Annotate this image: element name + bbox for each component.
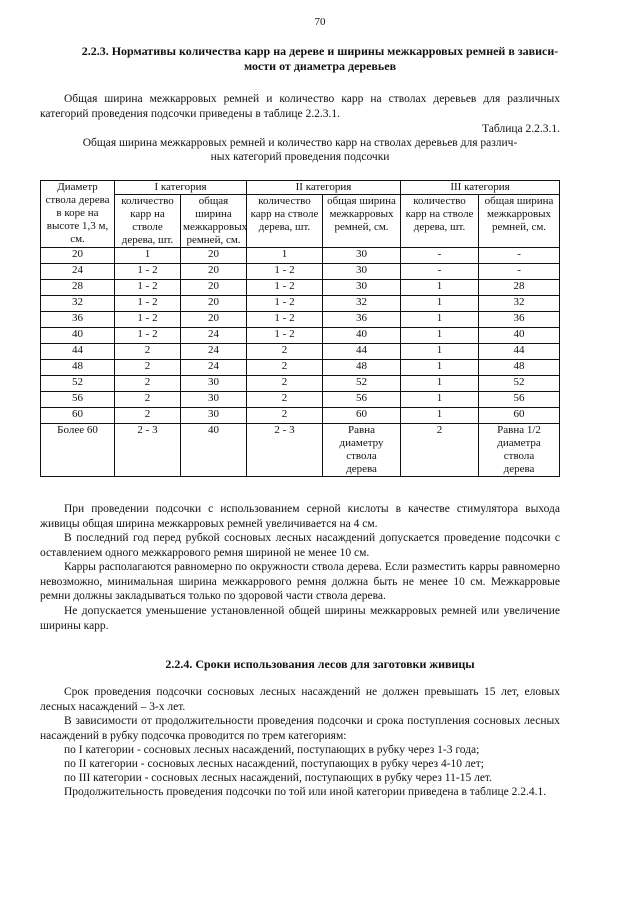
table-cell: 52 xyxy=(479,376,560,392)
table-cell: 2 xyxy=(115,376,181,392)
subheader-cat3-width: общая ширина межкарровых ремней, см. xyxy=(479,195,560,248)
table-cell: 2 - 3 xyxy=(247,424,323,477)
table-cell: Равна 1/2 диаметра ствола дерева xyxy=(479,424,560,477)
table-cell: 30 xyxy=(323,264,401,280)
section-title-line-2: мости от диаметра деревьев xyxy=(243,59,397,73)
table-row xyxy=(41,408,560,424)
table-caption-line-2: ных категорий проведения подсочки xyxy=(210,151,390,163)
table-cell: 20 xyxy=(181,280,247,296)
table-cell: - xyxy=(479,248,560,264)
intro-paragraph: Общая ширина межкарровых ремней и количество карр на стволах деревьев для различных категорий проведения подсочки приведены в таблице 2.2.3.1. xyxy=(40,93,560,120)
table-row xyxy=(41,376,560,392)
paragraph-duration: Продолжительность проведения подсочки по той или иной категории приведена в таблице 2.2.4.1. xyxy=(64,786,547,798)
table-cell: 48 xyxy=(323,360,401,376)
table-cell: 40 xyxy=(323,328,401,344)
table-caption xyxy=(40,136,560,164)
table-cell: 28 xyxy=(41,280,115,296)
paragraph-term: Срок проведения подсочки сосновых лесных насаждений не должен превышать 15 лет, еловых лесных насаждений – 3-х лет. xyxy=(40,686,560,713)
table-cell: 1 xyxy=(401,328,479,344)
table-cell: 1 - 2 xyxy=(247,264,323,280)
paragraph-last-year: В последний год перед рубкой сосновых лесных насаждений допускается проведение подсочки с оставлением одного межкаррового ремня шириной не менее 10 см. xyxy=(40,532,560,559)
table-cell: 2 xyxy=(115,360,181,376)
table-cell: 1 xyxy=(401,408,479,424)
page-number: 70 xyxy=(314,16,326,28)
list-item-category-2: по II категории - сосновых лесных насаждений, поступающих в рубку через 4-10 лет; xyxy=(64,758,484,770)
list-item-category-1: по I категории - сосновых лесных насаждений, поступающих в рубку через 1-3 года; xyxy=(64,744,480,756)
table-cell: 56 xyxy=(479,392,560,408)
table-cell: 36 xyxy=(323,312,401,328)
table-cell: 1 - 2 xyxy=(247,312,323,328)
table-cell: 36 xyxy=(41,312,115,328)
table-cell: 30 xyxy=(181,408,247,424)
table-cell: 30 xyxy=(323,280,401,296)
table-cell: 2 xyxy=(115,392,181,408)
table-cell: 52 xyxy=(323,376,401,392)
table-cell: 1 - 2 xyxy=(115,264,181,280)
table-label: Таблица 2.2.3.1. xyxy=(482,123,560,135)
header-category-1: I категория xyxy=(115,181,247,195)
table-cell: 24 xyxy=(181,360,247,376)
header-category-3: III категория xyxy=(401,181,560,195)
table-row xyxy=(41,296,560,312)
table-cell: 44 xyxy=(479,344,560,360)
table-row xyxy=(41,248,560,264)
table-cell: Более 60 xyxy=(41,424,115,477)
table-cell: 20 xyxy=(181,248,247,264)
table-cell: 32 xyxy=(479,296,560,312)
table-cell: 1 xyxy=(401,312,479,328)
table-cell: 40 xyxy=(41,328,115,344)
table-cell: 1 - 2 xyxy=(115,328,181,344)
table-cell: 1 - 2 xyxy=(115,296,181,312)
table-cell: 44 xyxy=(41,344,115,360)
header-diameter: Диаметр ствола дерева в коре на высоте 1,3 м, см. xyxy=(41,181,115,248)
table-row xyxy=(41,312,560,328)
table-cell: 48 xyxy=(41,360,115,376)
table-cell: 24 xyxy=(181,344,247,360)
paragraph-placement: Карры располагаются равномерно по окружности ствола дерева. Если разместить карры равномерно невозможно, минимальная ширина межкаррового ремня должна быть не менее 10 см. Межкарровые ремни должны закладываться только по здоровой части ствола дерева. xyxy=(40,561,560,602)
table-cell: - xyxy=(479,264,560,280)
table-cell: 36 xyxy=(479,312,560,328)
table-row xyxy=(41,392,560,408)
table-cell: 30 xyxy=(323,248,401,264)
table-cell: 56 xyxy=(323,392,401,408)
paragraph-prohibition: Не допускается уменьшение установленной общей ширины межкарровых ремней или увеличение ширины карр. xyxy=(40,605,560,632)
table-cell: 20 xyxy=(181,296,247,312)
table-cell: 2 xyxy=(247,376,323,392)
table-cell: 60 xyxy=(41,408,115,424)
table-cell: 48 xyxy=(479,360,560,376)
table-row xyxy=(41,360,560,376)
subheader-cat3-count: количество карр на стволе дерева, шт. xyxy=(401,195,479,248)
table-cell: 1 xyxy=(247,248,323,264)
table-cell: 2 xyxy=(247,408,323,424)
table-cell: Равна диаметру ствола дерева xyxy=(323,424,401,477)
table-cell: 1 xyxy=(401,392,479,408)
table-cell: 60 xyxy=(323,408,401,424)
table-cell: 32 xyxy=(323,296,401,312)
table-cell: 24 xyxy=(181,328,247,344)
table-cell: 1 xyxy=(401,296,479,312)
table-cell: 2 xyxy=(401,424,479,477)
table-cell: 20 xyxy=(41,248,115,264)
table-cell: 30 xyxy=(181,376,247,392)
table-cell: 2 xyxy=(247,360,323,376)
subheader-cat1-width: общая ширина межкарровых ремней, см. xyxy=(181,195,247,248)
table-cell: 32 xyxy=(41,296,115,312)
list-item-category-3: по III категории - сосновых лесных насаждений, поступающих в рубку через 11-15 лет. xyxy=(64,772,492,784)
table-cell: 24 xyxy=(41,264,115,280)
table-row xyxy=(41,328,560,344)
table-cell: 1 xyxy=(401,360,479,376)
table-cell: 2 xyxy=(247,392,323,408)
table-cell: 1 xyxy=(115,248,181,264)
table-cell: 1 - 2 xyxy=(247,296,323,312)
subheader-cat2-width: общая ширина межкарровых ремней, см. xyxy=(323,195,401,248)
table-cell: 1 xyxy=(401,280,479,296)
table-cell: 2 xyxy=(115,344,181,360)
table-cell: 1 xyxy=(401,344,479,360)
paragraph-sulfuric-acid: При проведении подсочки с использованием серной кислоты в качестве стимулятора выхода живицы общая ширина межкарровых ремней увеличивается на 4 см. xyxy=(40,503,560,530)
table-row xyxy=(41,264,560,280)
table-caption-line-1: Общая ширина межкарровых ремней и количество карр на стволах деревьев для различ- xyxy=(82,137,518,149)
table-cell: - xyxy=(401,264,479,280)
paragraph-categories: В зависимости от продолжительности проведения подсочки и срока поступления сосновых лесных насаждений в рубку подсочка проводится по трем категориям: xyxy=(40,715,560,742)
section-title-line-1: 2.2.3. Нормативы количества карр на дереве и ширины межкарровых ремней в зависи- xyxy=(81,44,559,58)
table-cell: 20 xyxy=(181,264,247,280)
table-cell: 20 xyxy=(181,312,247,328)
norms-table xyxy=(40,180,560,477)
table-cell: 52 xyxy=(41,376,115,392)
table-cell: 1 - 2 xyxy=(247,280,323,296)
table-row xyxy=(41,344,560,360)
table-cell: 30 xyxy=(181,392,247,408)
table-cell: 2 xyxy=(247,344,323,360)
section-title-2-2-3 xyxy=(40,44,600,74)
table-cell: 44 xyxy=(323,344,401,360)
table-cell: 2 xyxy=(115,408,181,424)
table-row-over-60 xyxy=(41,424,560,477)
table-cell: 1 - 2 xyxy=(115,280,181,296)
table-cell: 56 xyxy=(41,392,115,408)
table-cell: 28 xyxy=(479,280,560,296)
table-cell: 2 - 3 xyxy=(115,424,181,477)
subheader-cat2-count: количество карр на стволе дерева, шт. xyxy=(247,195,323,248)
table-cell: 40 xyxy=(181,424,247,477)
table-cell: 60 xyxy=(479,408,560,424)
table-cell: 1 - 2 xyxy=(115,312,181,328)
table-cell: 1 xyxy=(401,376,479,392)
table-cell: 40 xyxy=(479,328,560,344)
table-row xyxy=(41,280,560,296)
subheader-cat1-count: количество карр на стволе дерева, шт. xyxy=(115,195,181,248)
table-body xyxy=(41,248,560,477)
header-category-2: II категория xyxy=(247,181,401,195)
section-title-2-2-4: 2.2.4. Сроки использования лесов для заготовки живицы xyxy=(165,657,475,671)
table-cell: 1 - 2 xyxy=(247,328,323,344)
table-cell: - xyxy=(401,248,479,264)
